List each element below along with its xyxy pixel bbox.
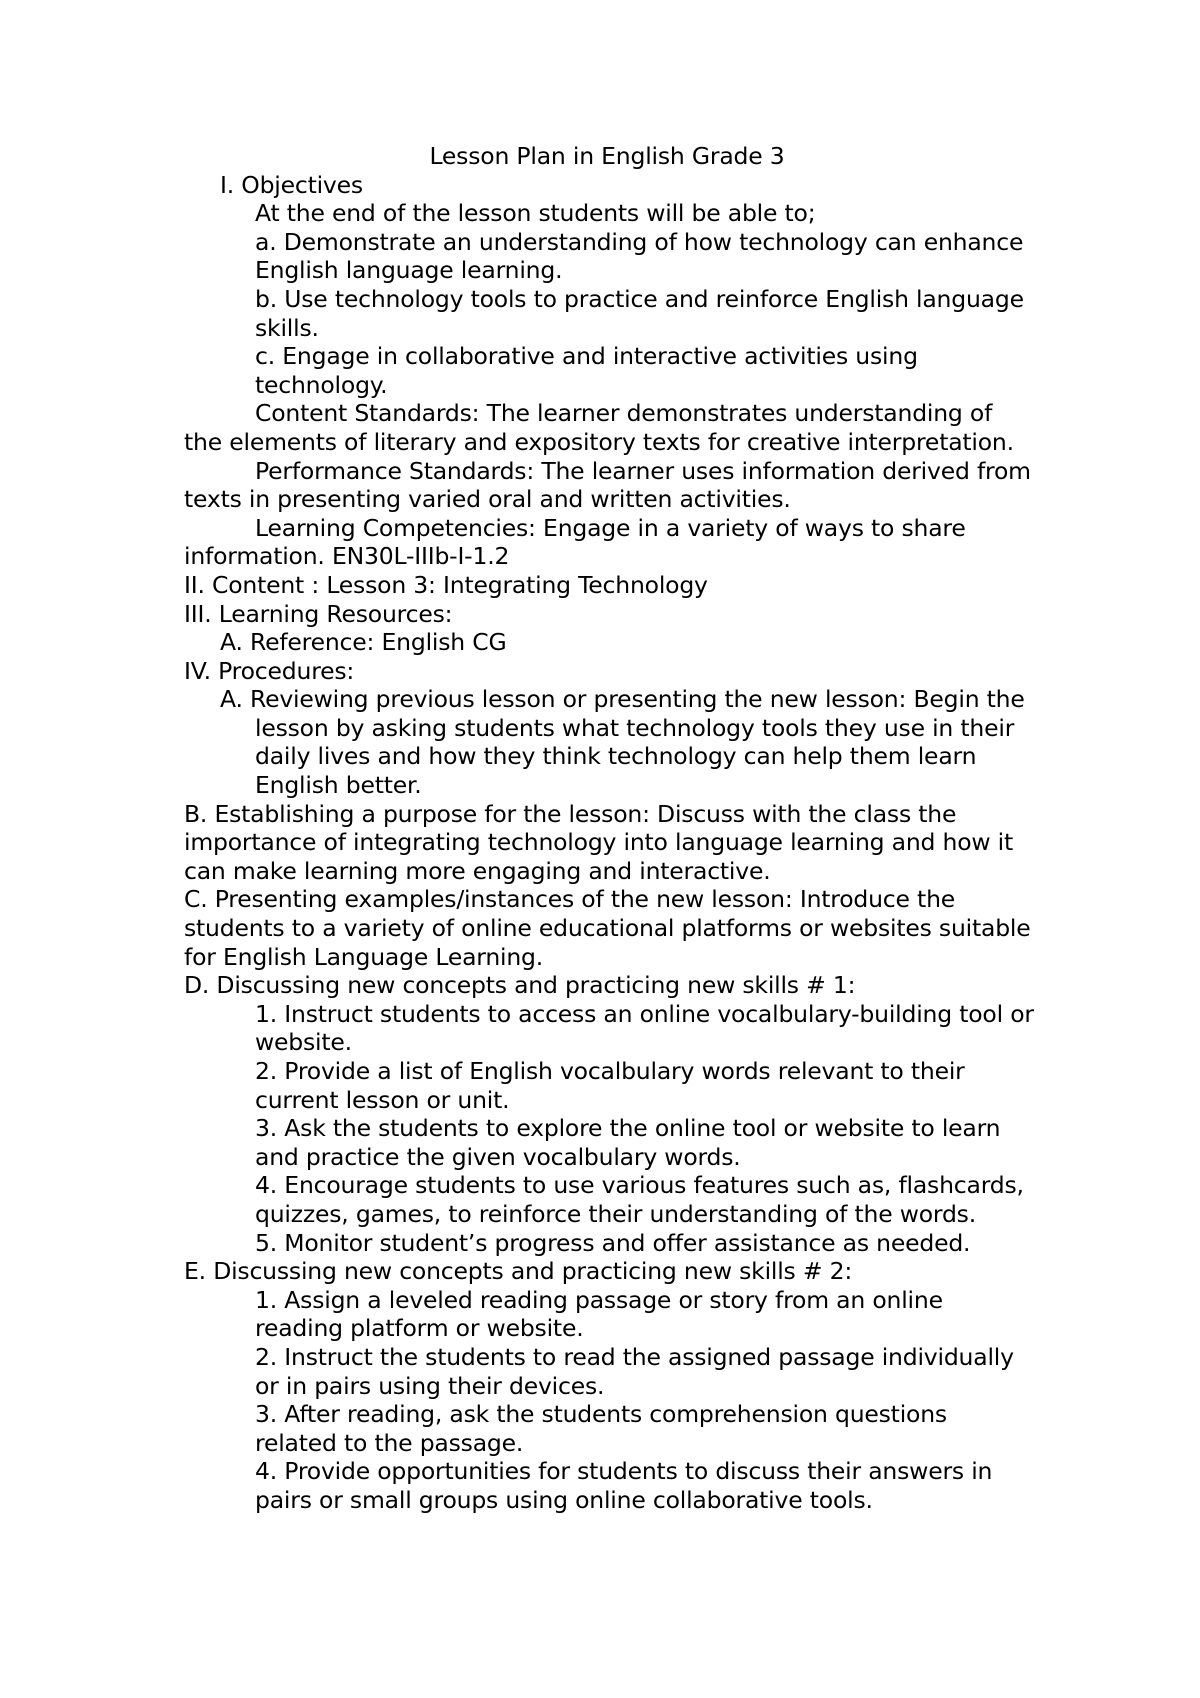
reference-item: A. Reference: English CG xyxy=(220,628,507,657)
content-heading: II. Content : Lesson 3: Integrating Technology xyxy=(184,570,708,599)
resources-heading: III. Learning Resources: xyxy=(184,599,453,628)
objective-item: a. Demonstrate an understanding of how technology can enhance English language learning. xyxy=(255,227,1024,285)
procedure-e-step: 4. Provide opportunities for students to discuss their answers in pairs or small groups using online collaborative tools. xyxy=(255,1457,993,1514)
procedure-e-heading: E. Discussing new concepts and practicing new skills # 2: xyxy=(184,1257,853,1286)
procedure-d-step: 2. Provide a list of English vocalbulary words relevant to their current lesson or unit. xyxy=(255,1057,965,1114)
objective-item: b. Use technology tools to practice and reinforce English language skills. xyxy=(255,284,1024,342)
procedure-d-step: 1. Instruct students to access an online vocalbulary-building tool or website. xyxy=(255,999,1034,1057)
objective-item: c. Engage in collaborative and interactive activities using technology. xyxy=(255,342,918,399)
procedure-e-step: 3. After reading, ask the students comprehension questions related to the passage. xyxy=(255,1400,947,1457)
procedure-b: B. Establishing a purpose for the lesson: Discuss with the class the importance of integrating technology into language learning and how it can make learning more engaging and interactive. xyxy=(184,799,1014,885)
content-standards: Content Standards: The learner demonstrates understanding of the elements of literary and expository texts for creative interpretation. xyxy=(184,399,1014,456)
document-title: Lesson Plan in English Grade 3 xyxy=(429,142,785,170)
learning-competencies: Learning Competencies: Engage in a variety of ways to share information. EN30L-IIIb-I-1.2 xyxy=(184,513,966,571)
procedure-a: A. Reviewing previous lesson or presenting the new lesson: Begin the lesson by asking students what technology tools they use in their daily lives and how they think technology can help them learn English better. xyxy=(220,685,1025,800)
objectives-intro: At the end of the lesson students will be able to; xyxy=(255,199,816,228)
procedure-d-step: 4. Encourage students to use various features such as, flashcards, quizzes, games, to reinforce their understanding of the words. xyxy=(255,1171,1024,1228)
performance-standards: Performance Standards: The learner uses information derived from texts in presenting varied oral and written activities. xyxy=(184,456,1031,514)
objectives-heading: I. Objectives xyxy=(220,170,363,199)
procedure-d-step: 5. Monitor student’s progress and offer assistance as needed. xyxy=(255,1228,971,1257)
procedure-d-step: 3. Ask the students to explore the online tool or website to learn and practice the given vocalbulary words. xyxy=(255,1114,1001,1171)
lesson-plan-body xyxy=(184,142,1034,1515)
procedure-e-step: 2. Instruct the students to read the assigned passage individually or in pairs using their devices. xyxy=(255,1342,1014,1400)
procedure-d-heading: D. Discussing new concepts and practicing new skills # 1: xyxy=(184,971,856,1000)
procedure-e-step: 1. Assign a leveled reading passage or story from an online reading platform or website. xyxy=(255,1285,943,1343)
procedure-c: C. Presenting examples/instances of the new lesson: Introduce the students to a variety of online educational platforms or websites suitable for English Language Learning. xyxy=(184,885,1031,971)
procedures-heading: IV. Procedures: xyxy=(184,656,355,685)
